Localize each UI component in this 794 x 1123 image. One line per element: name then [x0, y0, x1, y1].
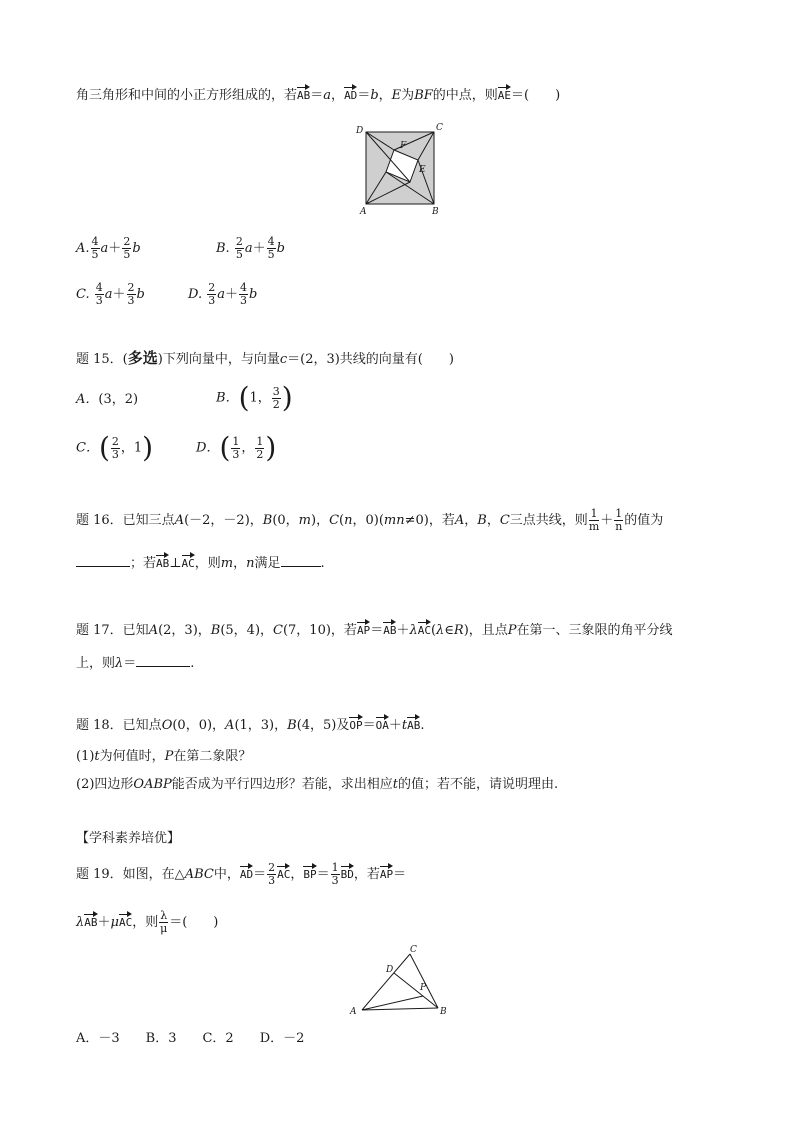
- q19-line2: λAB＋μAC，则 $\frac{\lambda}{\mu}$ ＝( ): [76, 909, 219, 935]
- label-d: D: [356, 126, 364, 136]
- label-d: D: [386, 965, 394, 975]
- q15-stem: 题 15．(多选)下列向量中，与向量c＝(2，3)共线的向量有( ): [76, 349, 454, 367]
- label-c: C: [410, 945, 417, 955]
- q14-stem: 角三角形和中间的小正方形组成的，若AB＝a，AD＝b，E为BF的中点，则AE＝( ): [76, 84, 560, 105]
- label-p: P: [420, 983, 427, 993]
- q16-line2: ；若AB⊥AC，则m，n满足 .: [76, 552, 325, 573]
- q15-option-b[interactable]: B．(1， $\frac{3}{2}$ ): [216, 381, 293, 414]
- q18-sub1: (1)t为何值时，P在第二象限？: [76, 749, 252, 764]
- vector-ad: AD: [344, 84, 357, 102]
- q14-option-d[interactable]: D. $\frac{2}{3}$ a＋ $\frac{4}{3}$ b: [188, 281, 258, 307]
- answer-blank-2[interactable]: [281, 554, 321, 567]
- q18-sub2: (2)四边形OABP能否成为平行四边形？若能，求出相应t的值；若不能，请说明理由.: [76, 777, 559, 792]
- q14-option-b[interactable]: B. $\frac{2}{5}$ a＋ $\frac{4}{5}$ b: [216, 235, 285, 261]
- vector-ab: AB: [297, 84, 310, 102]
- label-b: B: [440, 1007, 447, 1017]
- q14-option-c[interactable]: C. $\frac{4}{3}$ a＋ $\frac{2}{3}$ b: [76, 281, 145, 307]
- q17-line2: 上，则λ＝ .: [76, 656, 195, 671]
- section-title: 【学科素养培优】: [76, 831, 181, 846]
- q19-options[interactable]: A．－3 B．3 C．2 D．－2: [76, 1031, 305, 1046]
- answer-blank-3[interactable]: [136, 654, 190, 667]
- label-a: A: [360, 207, 367, 217]
- answer-blank-1[interactable]: [76, 554, 130, 567]
- label-e: E: [419, 165, 426, 175]
- label-a: A: [350, 1007, 357, 1017]
- label-b: B: [432, 207, 439, 217]
- vector-ae: AE: [498, 84, 511, 102]
- q16-stem: 题 16．已知三点A(－2，－2)，B(0，m)，C(n，0)(mn≠0)，若A，B，C三点共线，则 $\frac{1}{m}$ ＋ $\frac{1}{n}$ 的值为: [76, 507, 664, 533]
- q19-triangle-figure: [344, 940, 456, 1020]
- q19-stem: 题 19．如图，在△ABC中，AD＝ $\frac{2}{3}$ AC，BP＝ $\frac{1}{3}$ BD，若AP＝: [76, 861, 407, 887]
- q15-option-a[interactable]: A．(3，2): [76, 392, 139, 407]
- q14-square-figure: [352, 120, 448, 218]
- label-f: F: [400, 141, 407, 151]
- q17-stem: 题 17．已知A(2，3)，B(5，4)，C(7，10)，若AP＝AB＋λAC(λ∈R)，且点P在第一、三象限的角平分线: [76, 619, 673, 640]
- label-c: C: [436, 123, 443, 133]
- q15-option-c[interactable]: C．( $\frac{2}{3}$ ，1): [76, 431, 154, 464]
- multi-select-tag: 多选: [127, 349, 158, 367]
- q15-option-d[interactable]: D．( $\frac{1}{3}$ ， $\frac{1}{2}$ ): [196, 431, 277, 464]
- q18-stem: 题 18．已知点O(0，0)，A(1，3)，B(4，5)及OP＝OA＋tAB.: [76, 714, 425, 735]
- q14-option-a[interactable]: A. $\frac{4}{5}$ a＋ $\frac{2}{5}$ b: [76, 235, 141, 261]
